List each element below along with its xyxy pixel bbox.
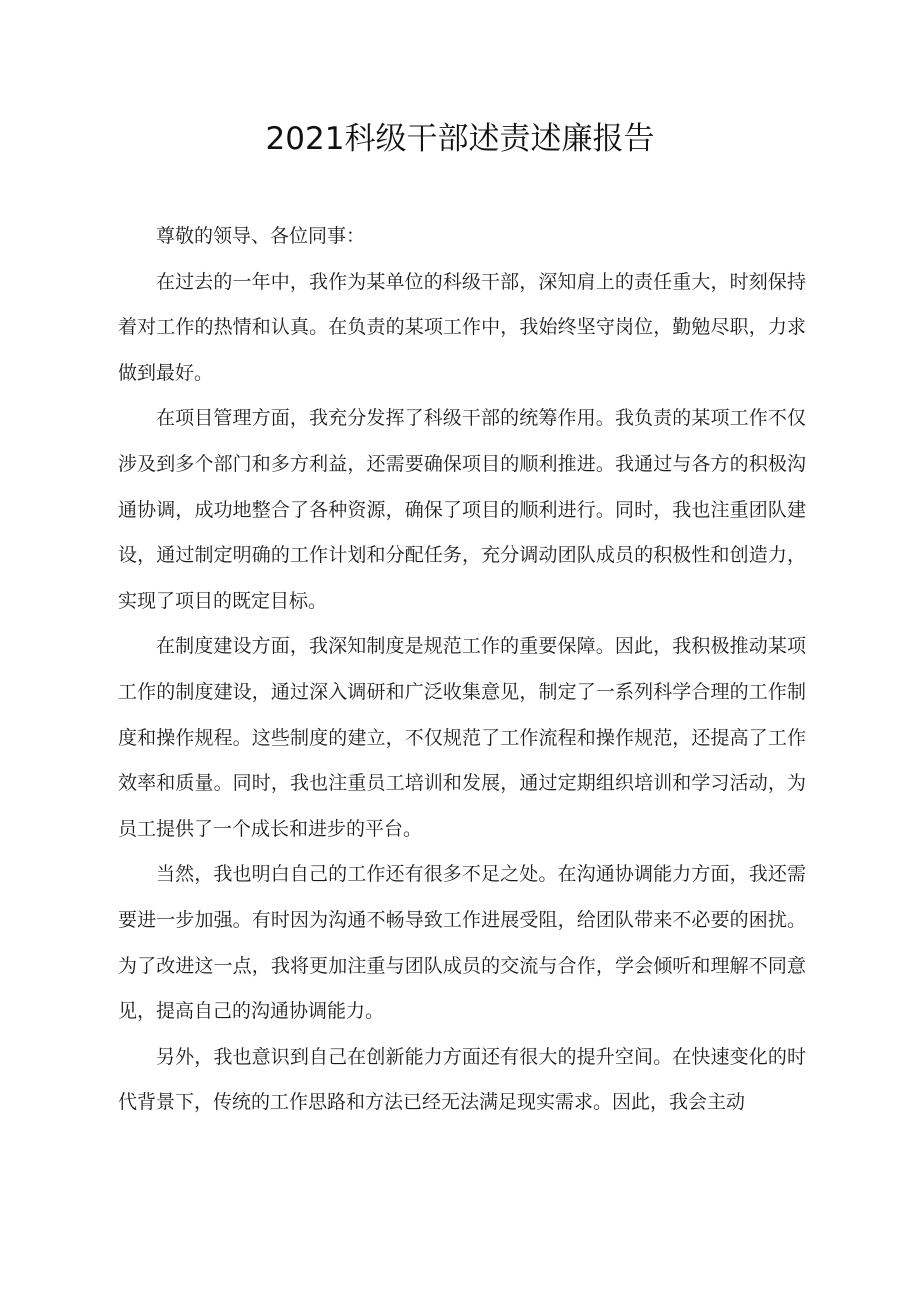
paragraph-5: 另外，我也意识到自己在创新能力方面还有很大的提升空间。在快速变化的时代背景下，传统的工作思路和方法已经无法满足现实需求。因此，我会主动 [118,1045,806,1114]
document-title: 2021科级干部述责述廉报告 [265,121,655,157]
paragraph-4: 当然，我也明白自己的工作还有很多不足之处。在沟通协调能力方面，我还需要进一步加强。有时因为沟通不畅导致工作进展受阻，给团队带来不必要的困扰。为了改进这一点，我将更加注重与团队成员的交流与合作，学会倾听和理解不同意见，提高自己的沟通协调能力。 [118,863,806,1023]
paragraph-3: 在制度建设方面，我深知制度是规范工作的重要保障。因此，我积极推动某项工作的制度建设，通过深入调研和广泛收集意见，制定了一系列科学合理的工作制度和操作规程。这些制度的建立，不仅规范了工作流程和操作规范，还提高了工作效率和质量。同时，我也注重员工培训和发展，通过定期组织培训和学习活动，为员工提供了一个成长和进步的平台。 [118,635,806,840]
document-body [118,214,806,1126]
salutation: 尊敬的领导、各位同事： [156,225,366,247]
paragraph-1: 在过去的一年中，我作为某单位的科级干部，深知肩上的责任重大，时刻保持着对工作的热情和认真。在负责的某项工作中，我始终坚守岗位，勤勉尽职，力求做到最好。 [118,270,806,384]
paragraph-2: 在项目管理方面，我充分发挥了科级干部的统筹作用。我负责的某项工作不仅涉及到多个部门和多方利益，还需要确保项目的顺利推进。我通过与各方的积极沟通协调，成功地整合了各种资源，确保了项目的顺利进行。同时，我也注重团队建设，通过制定明确的工作计划和分配任务，充分调动团队成员的积极性和创造力，实现了项目的既定目标。 [118,407,806,612]
